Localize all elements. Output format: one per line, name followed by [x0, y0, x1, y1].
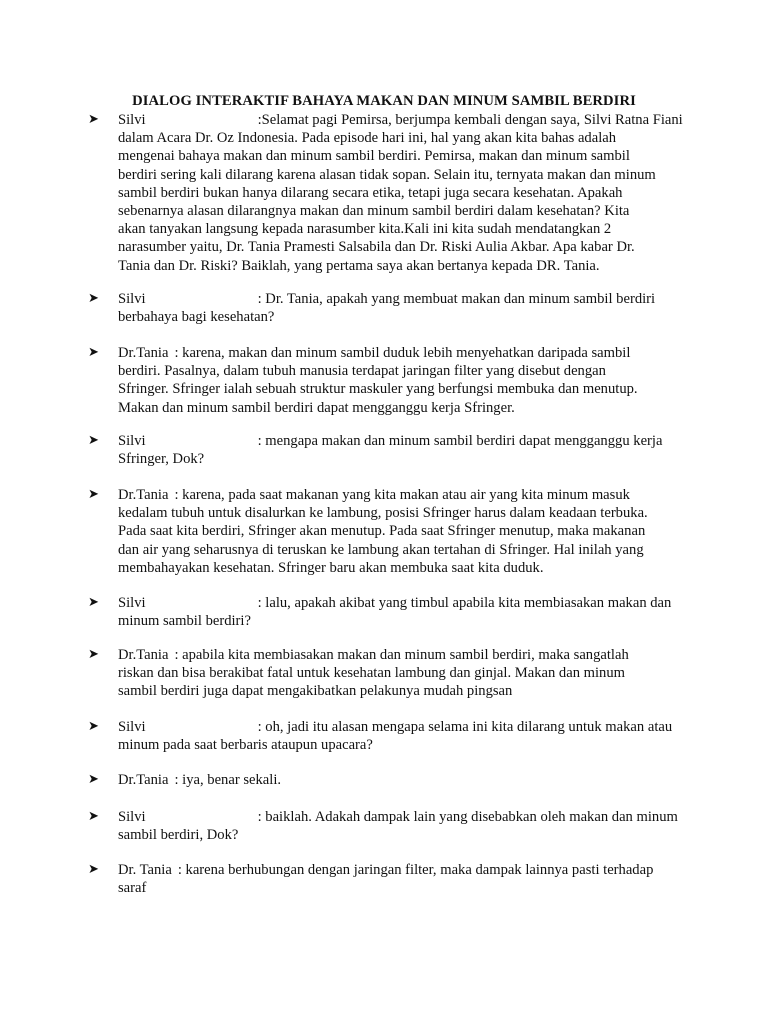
speaker-name: Silvi — [118, 291, 146, 307]
dialog-text: : iya, benar sekali. — [174, 772, 282, 788]
speaker-name: Silvi — [118, 112, 146, 128]
dialog-line — [118, 808, 688, 844]
speaker-name: Dr.Tania — [118, 647, 169, 663]
arrow-bullet-icon: ➤ — [88, 719, 99, 734]
dialog-line — [118, 344, 688, 417]
speaker-name: Dr.Tania — [118, 487, 169, 503]
arrow-bullet-icon: ➤ — [88, 433, 99, 448]
dialog-entry — [88, 432, 688, 468]
dialog-text: : apabila kita membiasakan makan dan minum sambil berdiri, maka sangatlah riskan dan bisa berakibat fatal untuk kesehatan lambung dan ginjal. Makan dan minum sambil berdiri juga dapat mengakibatkan pelakunya mudah pingsan — [118, 647, 629, 700]
dialog-entry — [88, 486, 688, 577]
speaker-name: Dr.Tania — [118, 772, 169, 788]
speaker-name: Silvi — [118, 595, 146, 611]
speaker-name: Silvi — [118, 719, 146, 735]
arrow-bullet-icon: ➤ — [88, 595, 99, 610]
dialog-line — [118, 646, 688, 701]
dialog-text: : oh, jadi itu alasan mengapa selama ini kita dilarang untuk makan atau minum pada saat berbaris ataupun upacara? — [118, 719, 673, 754]
document-title: DIALOG INTERAKTIF BAHAYA MAKAN DAN MINUM SAMBIL BERDIRI — [132, 93, 636, 109]
dialog-text: : lalu, apakah akibat yang timbul apabila kita membiasakan makan dan minum sambil berdiri? — [118, 595, 672, 630]
arrow-bullet-icon: ➤ — [88, 809, 99, 824]
dialog-line — [118, 486, 688, 577]
dialog-line — [118, 111, 688, 275]
dialog-text: :Selamat pagi Pemirsa, berjumpa kembali dengan saya, Silvi Ratna Fiani dalam Acara Dr. Oz Indonesia. Pada episode hari ini, hal yang akan kita bahas adalah mengenai bahaya makan dan minum sambil berdiri. Pemirsa, makan dan minum sambil berdiri sering kali dilarang karena alasan tidak sopan. Selain itu, ternyata makan dan minum sambil berdiri bukan hanya dilarang secara etika, tetapi juga secara kesehatan. Apakah sebenarnya alasan dilarangnya makan dan minum sambil berdiri dalam kesehatan? Kita akan tanyakan langsung kepada narasumber kita.Kali ini kita sudah mendatangkan 2 narasumber yaitu, Dr. Tania Pramesti Salsabila dan Dr. Riski Aulia Akbar. Apa kabar Dr. Tania dan Dr. Riski? Baiklah, yang pertama saya akan bertanya kepada DR. Tania. — [118, 112, 683, 274]
speaker-name: Silvi — [118, 433, 146, 449]
dialog-text: : karena berhubungan dengan jaringan filter, maka dampak lainnya pasti terhadap saraf — [118, 862, 654, 897]
arrow-bullet-icon: ➤ — [88, 291, 99, 306]
dialog-line — [118, 290, 688, 326]
arrow-bullet-icon: ➤ — [88, 772, 99, 787]
dialog-entry — [88, 111, 688, 275]
dialog-entry — [88, 344, 688, 417]
dialog-entry — [88, 718, 688, 754]
dialog-entry — [88, 771, 688, 789]
dialog-line — [118, 432, 688, 468]
dialog-entry — [88, 594, 688, 630]
speaker-name: Dr. Tania — [118, 862, 172, 878]
dialog-line — [118, 594, 688, 630]
dialog-text: : baiklah. Adakah dampak lain yang disebabkan oleh makan dan minum sambil berdiri, Dok? — [118, 809, 678, 844]
dialog-text: : karena, makan dan minum sambil duduk lebih menyehatkan daripada sambil berdiri. Pasalnya, dalam tubuh manusia terdapat jaringan filter yang disebut dengan Sfringer. Sfringer ialah sebuah struktur maskuler yang berfungsi membuka dan menutup. Makan dan minum sambil berdiri dapat mengganggu kerja Sfringer. — [118, 345, 638, 416]
speaker-name: Silvi — [118, 809, 146, 825]
dialog-entry — [88, 290, 688, 326]
dialog-line — [118, 861, 688, 897]
dialog-entry — [88, 646, 688, 701]
dialog-entry — [88, 808, 688, 844]
arrow-bullet-icon: ➤ — [88, 647, 99, 662]
dialog-text: : Dr. Tania, apakah yang membuat makan dan minum sambil berdiri berbahaya bagi kesehatan? — [118, 291, 656, 326]
arrow-bullet-icon: ➤ — [88, 487, 99, 502]
arrow-bullet-icon: ➤ — [88, 345, 99, 360]
speaker-name: Dr.Tania — [118, 345, 169, 361]
dialog-line — [118, 771, 688, 789]
dialog-entry — [88, 861, 688, 897]
dialog-text: : karena, pada saat makanan yang kita makan atau air yang kita minum masuk kedalam tubuh untuk disalurkan ke lambung, posisi Sfringer harus dalam keadaan terbuka. Pada saat kita berdiri, Sfringer akan menutup. Pada saat Sfringer menutup, maka makanan dan air yang seharusnya di teruskan ke lambung akan tertahan di Sfringer. Hal inilah yang membahayakan kesehatan. Sfringer baru akan membuka saat kita duduk. — [118, 487, 648, 576]
arrow-bullet-icon: ➤ — [88, 112, 99, 127]
dialog-text: : mengapa makan dan minum sambil berdiri dapat mengganggu kerja Sfringer, Dok? — [118, 433, 663, 468]
dialog-line — [118, 718, 688, 754]
arrow-bullet-icon: ➤ — [88, 862, 99, 877]
